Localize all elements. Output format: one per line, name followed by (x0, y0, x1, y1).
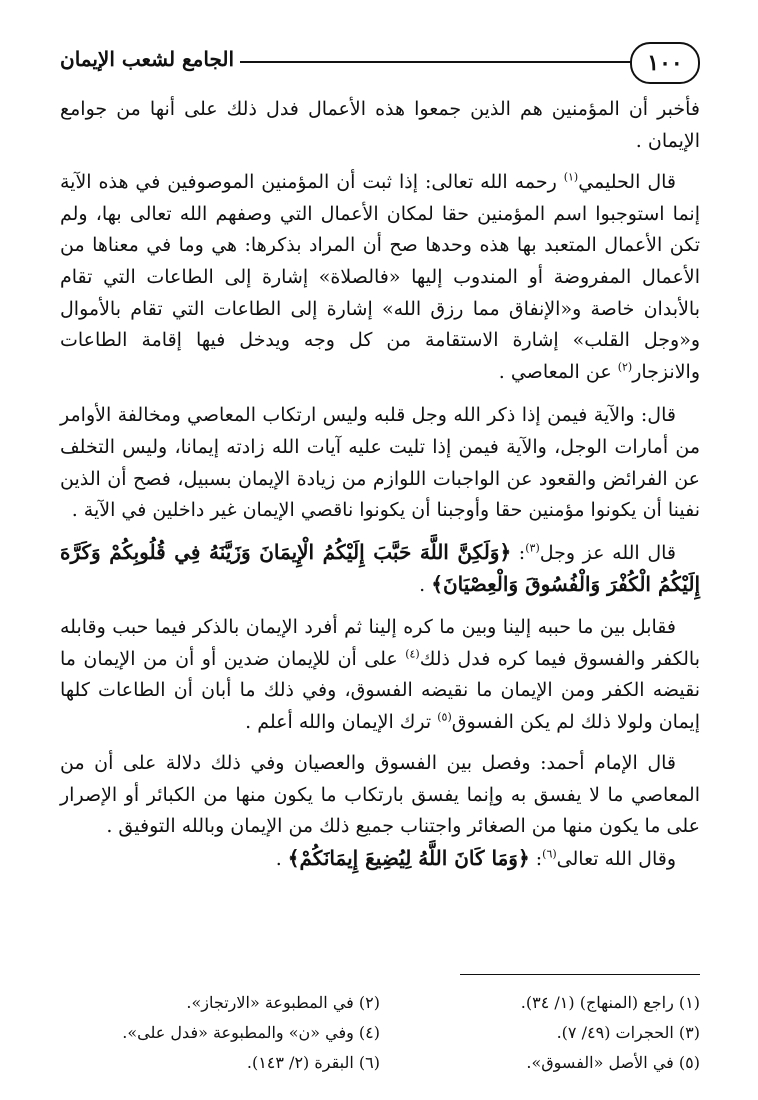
paragraph-2-text-c: عن المعاصي . (498, 360, 618, 383)
footnote-row (60, 1048, 700, 1078)
paragraph-1 (60, 94, 700, 157)
paragraph-3-text: قال: والآية فيمن إذا ذكر الله وجل قلبه وليس ارتكاب المعاصي ومخالفة الأوامر من أمارات الوجل، والآية فيمن إذا تليت عليه آيات الله زادته إيمانا، وليس التخلف عن الفرائض والقعود عن الواجبات اللوازم من زيادة الإيمان بسبيل، فصح أن الذين نفينا أن يكونوا مؤمنين حقا وأوجبنا أن يكونوا ناقصي الإيمان غير داخلين في الآية . (60, 404, 700, 522)
footnote-6: (٦) البقرة (٢/ ١٤٣). (246, 1053, 380, 1072)
running-title: الجامع لشعب الإيمان (60, 47, 235, 71)
paragraph-6-text: قال الإمام أحمد: وفصل بين الفسوق والعصيان وفي ذلك دلالة على أن من المعاصي ما لا يفسق به وإنما يفسق بارتكاب ما يكون منها من الكبائر أو الإصرار على ما يكون منها من الصغائر واجتناب جميع ذلك من الإيمان وبالله التوفيق . (60, 752, 700, 838)
paragraph-1-text: فأخبر أن المؤمنين هم الذين جمعوا هذه الأعمال فدل ذلك على أنها من جوامع الإيمان . (60, 98, 700, 152)
paragraph-5 (60, 612, 700, 738)
paragraph-7 (60, 843, 700, 876)
footnote-3: (٣) الحجرات (٤٩/ ٧). (556, 1023, 700, 1042)
footnote-1: (١) راجع (المنهاج) (١/ ٣٤). (520, 993, 700, 1012)
footnote-ref-1: (١) (563, 170, 579, 184)
footnotes (60, 988, 700, 1078)
footnote-ref-5: (٥) (437, 710, 452, 724)
paragraph-4 (60, 537, 700, 602)
paragraph-4-text-b: : (511, 541, 526, 564)
paragraph-7-text-c: . (275, 848, 288, 871)
page-header (60, 40, 700, 84)
paragraph-2-text-b: رحمه الله تعالى: إذا ثبت أن المؤمنين الموصوفين في هذه الآية إنما استوجبوا اسم المؤمنين حقا لمكان الأعمال التي وصفهم الله تعالى بها، ولم تكن الأعمال المتعبد بها هذه وحدها صح أن المراد بذكرها: هي وما في معناها من الأعمال المفروضة أو المندوب إليها «فالصلاة» إشارة إلى الطاعات التي تقام بالأبدان خاصة و«الإنفاق مما رزق الله» إشارة إلى الطاعات التي تقام بالأموال و«وجل القلب» إشارة الاستقامة من كل وجه ويدخل فيها إقامة الطاعات والانزجار (60, 171, 700, 383)
header-rule (240, 61, 634, 63)
paragraph-2-text-a: قال الحليمي (578, 171, 676, 194)
paragraph-5-text-c: ترك الإيمان والله أعلم . (245, 710, 438, 733)
quran-verse-2: ﴿وَمَا كَانَ اللَّهُ لِيُضِيعَ إِيمَانَكُمْ﴾ (287, 846, 530, 871)
footnote-ref-3: (٣) (525, 541, 540, 555)
main-text (60, 94, 700, 886)
footnote-ref-4: (٤) (405, 647, 420, 661)
footnote-5: (٥) في الأصل «الفسوق». (526, 1053, 700, 1072)
footnote-separator (460, 974, 700, 975)
paragraph-7-text-a: وقال الله تعالى (556, 848, 676, 871)
paragraph-5-text-a: فقابل بين ما حببه إلينا وبين ما كره إلينا ثم أفرد الإيمان بالذكر فيما حبب وقابله بالكفر والفسوق فيما كره فدل ذلك (60, 615, 700, 670)
paragraph-2 (60, 167, 700, 388)
quran-verse-1: ﴿وَلَكِنَّ اللَّهَ حَبَّبَ إِلَيْكُمُ الْإِيمَانَ وَزَيَّنَهُ فِي قُلُوبِكُمْ وَكَرَّهَ إِلَيْكُمُ الْكُفْرَ وَالْفُسُوقَ وَالْعِصْيَانَ﴾ (60, 539, 700, 597)
footnote-row (60, 988, 700, 1018)
footnote-2: (٢) في المطبوعة «الارتجاز». (186, 993, 380, 1012)
book-page (60, 36, 700, 1076)
paragraph-4-text-a: قال الله عز وجل (539, 541, 676, 564)
footnote-4: (٤) وفي «ن» والمطبوعة «فدل على». (122, 1023, 380, 1042)
paragraph-5-text-b: على أن للإيمان ضدين أو أن من الإيمان ما نقيضه الكفر ومن الإيمان ما نقيضه الفسوق، وفي ذلك ما أبان أن الطاعات كلها إيمان ولولا ذلك لم يكن الفسوق (60, 647, 700, 733)
paragraph-4-text-c: . (419, 574, 432, 597)
page-number: ١٠٠ (630, 42, 700, 84)
footnote-ref-6: (٦) (542, 847, 557, 861)
footnote-ref-2: (٢) (617, 360, 633, 374)
paragraph-3 (60, 400, 700, 526)
footnote-row (60, 1018, 700, 1048)
paragraph-7-text-b: : (529, 848, 543, 871)
paragraph-6 (60, 748, 700, 843)
